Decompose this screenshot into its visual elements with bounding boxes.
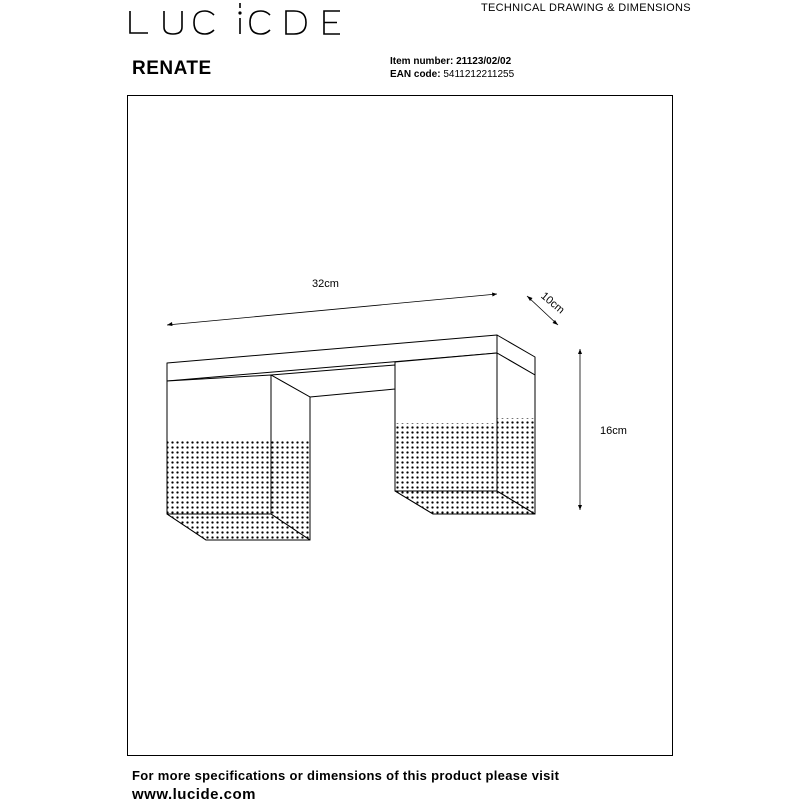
width-arrow-right	[492, 293, 497, 297]
item-number-label: Item number:	[390, 56, 454, 67]
lamp-outline	[167, 335, 535, 540]
footer-url-link[interactable]: www.lucide.com	[132, 786, 256, 803]
width-arrow-left	[167, 322, 173, 326]
ean-value: 5411212211255	[443, 69, 515, 80]
height-dimension-label: 16cm	[600, 425, 627, 437]
right-shade-front-perforation	[395, 423, 497, 491]
width-dimension-line	[167, 294, 497, 325]
product-name: RENATE	[132, 58, 212, 79]
footer-text: For more specifications or dimensions of this product please visit	[132, 768, 560, 783]
depth-dimension-label: 10cm	[538, 290, 567, 317]
item-number-value: 21123/02/02	[456, 56, 512, 67]
left-shade-front-perforation	[167, 440, 271, 514]
document-type: TECHNICAL DRAWING & DIMENSIONS	[481, 2, 691, 14]
height-arrow-top	[578, 349, 582, 354]
ean-label: EAN code:	[390, 69, 441, 80]
height-arrow-bottom	[578, 505, 582, 510]
width-dimension-label: 32cm	[312, 278, 339, 290]
